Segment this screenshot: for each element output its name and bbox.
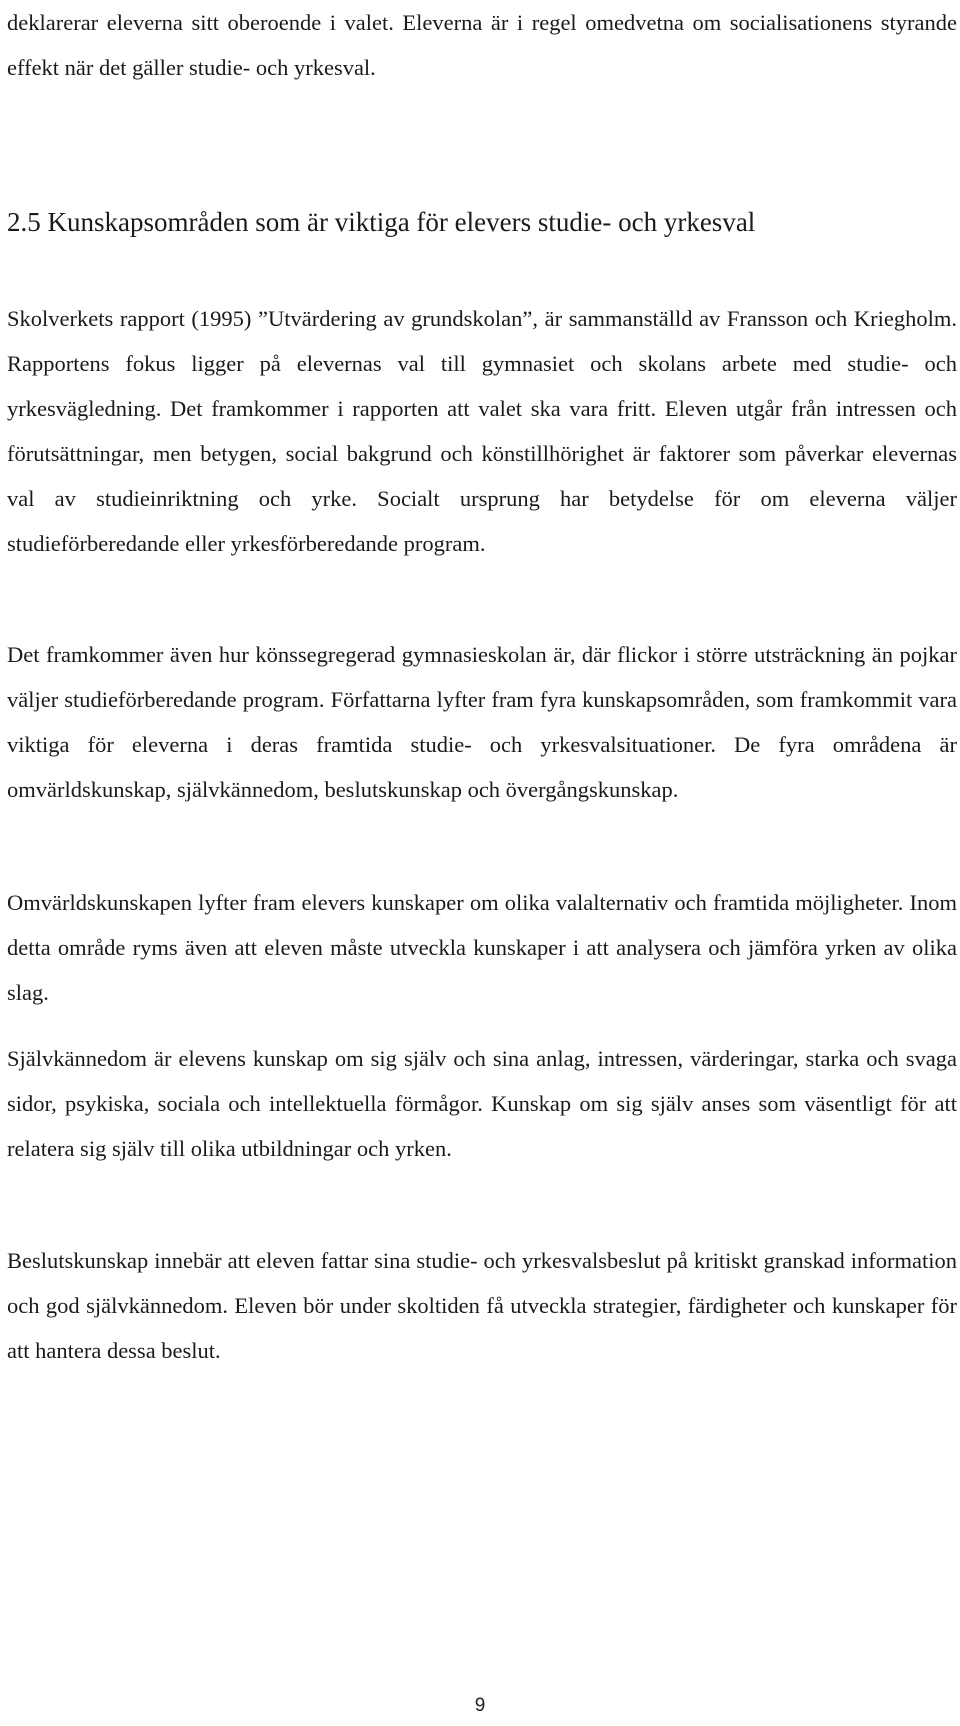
body-paragraph: Skolverkets rapport (1995) ”Utvärdering av grundskolan”, är sammanställd av Fransson och Kriegholm. Rapportens fokus ligger på elevernas val till gymnasiet och skolans arbete med studie- och yrkesvägledning. Det framkommer i rapporten att valet ska vara fritt. Eleven utgår från intressen och förutsättningar, men betygen, social bakgrund och könstillhörighet är faktorer som påverkar elevernas val av studieinriktning och yrke. Socialt ursprung har betydelse för om eleverna väljer studieförberedande eller yrkesförberedande program. [7, 306, 957, 556]
body-paragraph: deklarerar eleverna sitt oberoende i valet. Eleverna är i regel omedvetna om socialisationens styrande effekt när det gäller studie- och yrkesval. [7, 10, 957, 80]
body-paragraph: Självkännedom är elevens kunskap om sig själv och sina anlag, intressen, värderingar, starka och svaga sidor, psykiska, sociala och intellektuella förmågor. Kunskap om sig själv anses som väsentligt för att relatera sig själv till olika utbildningar och yrken. [7, 1046, 957, 1161]
body-paragraph: Beslutskunskap innebär att eleven fattar sina studie- och yrkesvalsbeslut på kritiskt granskad information och god självkännedom. Eleven bör under skoltiden få utveckla strategier, färdigheter och kunskaper för att hantera dessa beslut. [7, 1248, 957, 1363]
section-heading: 2.5 Kunskapsområden som är viktiga för elevers studie- och yrkesval [7, 207, 756, 237]
page-number: 9 [474, 1695, 486, 1716]
body-paragraph: Det framkommer även hur könssegregerad gymnasieskolan är, där flickor i större utsträckning än pojkar väljer studieförberedande program. Författarna lyfter fram fyra kunskapsområden, som framkommit vara viktiga för eleverna i deras framtida studie- och yrkesvalsituationer. De fyra områdena är omvärldskunskap, självkännedom, beslutskunskap och övergångskunskap. [7, 642, 957, 802]
body-paragraph: Omvärldskunskapen lyfter fram elevers kunskaper om olika valalternativ och framtida möjligheter. Inom detta område ryms även att eleven måste utveckla kunskaper i att analysera och jämföra yrken av olika slag. [7, 890, 957, 1005]
